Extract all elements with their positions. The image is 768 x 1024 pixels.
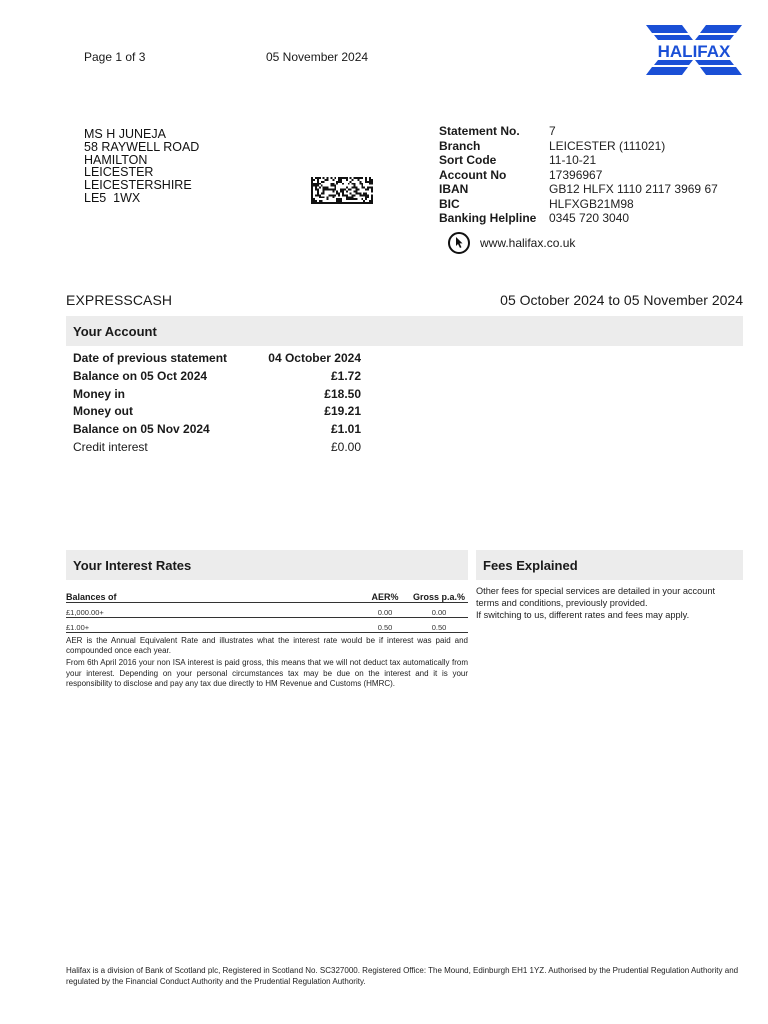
interest-rates-header (66, 550, 468, 580)
summary-row (73, 439, 361, 457)
table-cell: 0.50 (431, 623, 447, 632)
fees-line: If switching to us, different rates and fees may apply. (476, 609, 690, 620)
summary-row (73, 421, 361, 439)
detail-value: HLFXGB21M98 (549, 196, 634, 211)
website-url[interactable]: www.halifax.co.uk (480, 236, 576, 250)
detail-value: GB12 HLFX 1110 2117 3969 67 (549, 182, 718, 196)
summary-value: £19.21 (324, 404, 361, 419)
column-header: AER% (371, 592, 399, 602)
address-line: HAMILTON (84, 152, 148, 167)
summary-label: Balance on 05 Nov 2024 (73, 422, 210, 437)
fees-explained-header (476, 550, 743, 580)
svg-text:HALIFAX: HALIFAX (657, 42, 731, 61)
data-matrix-barcode (310, 177, 374, 204)
cursor-click-icon (448, 232, 470, 254)
detail-iban (439, 182, 718, 197)
website-link[interactable] (448, 232, 575, 254)
interest-rates-table (66, 586, 468, 633)
column-header: Gross p.a.% (412, 592, 466, 602)
account-summary (73, 350, 361, 457)
column-header: Balances of (66, 592, 117, 602)
summary-value: £0.00 (330, 439, 361, 454)
summary-value: £1.01 (330, 422, 361, 437)
fees-line: terms and conditions, previously provided. (476, 597, 648, 608)
table-row (66, 603, 468, 618)
address-line: 58 RAYWELL ROAD (84, 139, 200, 154)
summary-label: Date of previous statement (73, 351, 228, 365)
detail-value: LEICESTER (111021) (549, 138, 666, 153)
detail-value: 7 (549, 124, 556, 138)
summary-label: Money out (73, 404, 133, 419)
address-line: LEICESTERSHIRE (84, 178, 192, 193)
detail-label: Account No (439, 167, 507, 182)
fees-line: Other fees for special services are detailed in your account (476, 586, 715, 596)
detail-bic (439, 197, 718, 212)
detail-label: Banking Helpline (439, 211, 537, 225)
legal-footer: Halifax is a division of Bank of Scotland plc, Registered in Scotland No. SC327000. Registered Office: The Mound, Edinburgh EH1 1YZ. Authorised by the Prudential Regulation Authority and regulated by the Financial Conduct Authority and the Prudential Regulation Authority. (66, 966, 739, 986)
summary-row (73, 368, 361, 386)
address-line: LEICESTER (84, 165, 154, 180)
page-number: Page 1 of 3 (84, 50, 146, 64)
summary-value: £18.50 (324, 386, 361, 401)
summary-label: Balance on 05 Oct 2024 (73, 368, 208, 383)
summary-row (73, 350, 361, 368)
detail-branch (439, 139, 718, 154)
table-cell: 0.00 (377, 608, 393, 617)
table-cell: £1.00+ (66, 623, 90, 632)
address-line: MS H JUNEJA (84, 127, 166, 141)
detail-value: 0345 720 3040 (549, 211, 630, 225)
summary-value: 04 October 2024 (268, 351, 361, 365)
section-title: Your Interest Rates (73, 558, 192, 573)
section-title: Fees Explained (483, 558, 578, 573)
account-details (439, 124, 718, 226)
halifax-logo (644, 24, 744, 76)
summary-label: Credit interest (73, 439, 148, 454)
address-line: LE5 1WX (84, 190, 141, 205)
interest-notes (66, 636, 468, 691)
note-paragraph: AER is the Annual Equivalent Rate and illustrates what the interest rate would be if interest was paid and compounded once each year. (66, 636, 468, 656)
detail-label: Sort Code (439, 153, 497, 167)
table-row (66, 618, 468, 633)
detail-label: Statement No. (439, 124, 520, 138)
fees-text (476, 586, 743, 621)
section-title: Your Account (73, 324, 157, 339)
table-cell: 0.00 (431, 608, 447, 617)
table-cell: £1,000.00+ (66, 608, 104, 617)
summary-row (73, 403, 361, 421)
detail-label: Branch (439, 138, 481, 153)
detail-helpline (439, 211, 718, 226)
detail-label: BIC (439, 196, 460, 211)
your-account-header (66, 316, 743, 346)
detail-account-no (439, 168, 718, 183)
detail-label: IBAN (439, 182, 469, 196)
statement-period: 05 October 2024 to 05 November 2024 (500, 292, 743, 308)
detail-value: 11-10-21 (549, 153, 597, 167)
summary-label: Money in (73, 386, 126, 401)
customer-address (84, 128, 199, 205)
product-name: EXPRESSCASH (66, 292, 173, 308)
table-cell: 0.50 (377, 623, 393, 632)
table-header (66, 586, 468, 603)
summary-value: £1.72 (330, 368, 361, 383)
note-paragraph: From 6th April 2016 your non ISA interest is paid gross, this means that we will not deduct tax automatically from your interest. Depending on your personal circumstances tax may be due on the interest and it is your responsibility to disclose and pay any tax due directly to HM Revenue and Customs (HMRC). (66, 658, 468, 688)
summary-row (73, 386, 361, 404)
statement-date: 05 November 2024 (266, 50, 369, 64)
detail-value: 17396967 (549, 167, 603, 182)
detail-sort-code (439, 153, 718, 168)
detail-statement-no (439, 124, 718, 139)
